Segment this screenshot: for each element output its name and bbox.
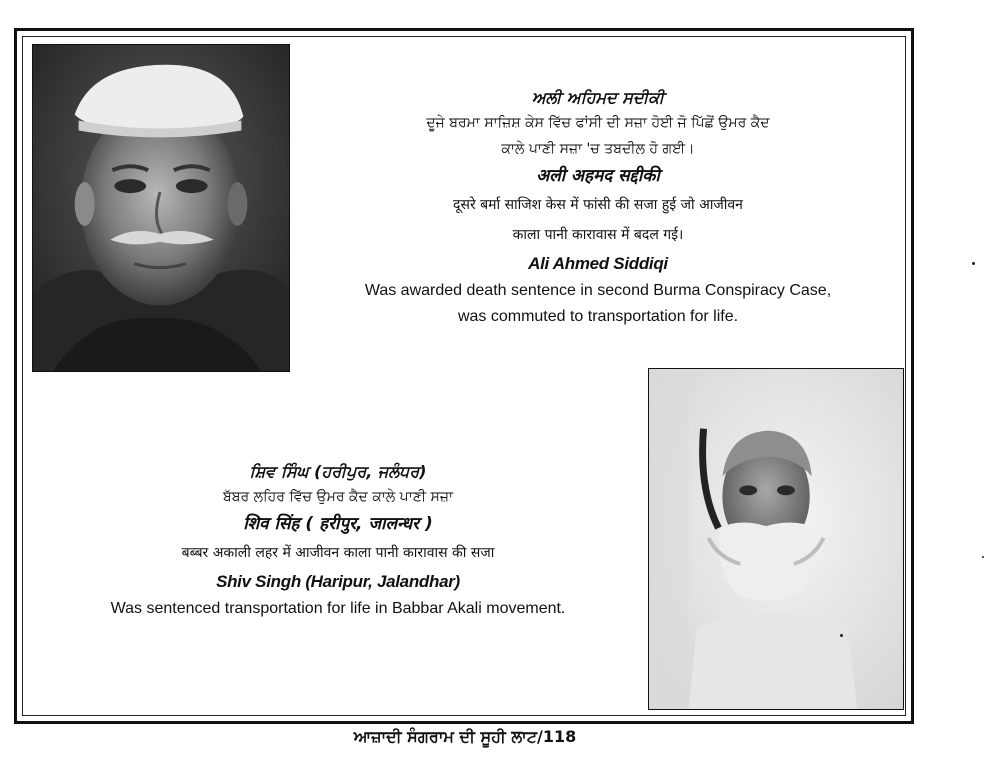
description-english-line: Was awarded death sentence in second Burma Conspiracy Case, [364,282,832,299]
description-english-line: was commuted to transportation for life. [457,308,739,325]
book-title: ਆਜ਼ਾਦੀ ਸੰਗਰਾਮ ਦੀ ਸੂਹੀ ਲਾਟ [353,727,538,746]
description-punjabi-line: ਬੱਬਰ ਲਹਿਰ ਵਿੱਚ ਉਮਰ ਕੈਦ ਕਾਲੇ ਪਾਣੀ ਸਜ਼ਾ [223,489,453,505]
scan-speck [972,262,975,265]
description-hindi-line: दूसरे बर्मा साजिश केस में फांसी की सजा हुई जो आजीवन [453,197,743,213]
footer-separator: / [537,727,543,746]
description-english-line: Was sentenced transportation for life in Babbar Akali movement. [110,600,566,617]
description-hindi-line: काला पानी कारावास में बदल गई। [512,227,684,243]
name-punjabi: ਅਲੀ ਅਹਿਮਦ ਸਦੀਕੀ [531,88,665,107]
name-punjabi: ਸ਼ਿਵ ਸਿੰਘ (ਹਰੀਪੁਰ, ਜਲੰਧਰ) [249,462,427,481]
name-hindi: अली अहमद सद्दीकी [536,166,660,186]
name-english: Ali Ahmed Siddiqi [528,254,668,273]
scan-speck [840,634,843,637]
entry-ali-ahmed-siddiqi [318,86,878,330]
portrait-ali-ahmed-siddiqi [32,44,290,372]
name-hindi: शिव सिंह ( हरीपुर, जालन्धर ) [243,514,433,534]
page-number: 118 [542,727,577,746]
portrait-shiv-singh [648,368,904,710]
description-punjabi-line: ਕਾਲੇ ਪਾਣੀ ਸਜ਼ਾ 'ਚ ਤਬਦੀਲ ਹੋ ਗਈ। [501,141,695,157]
name-english: Shiv Singh (Haripur, Jalandhar) [216,572,460,591]
description-hindi-line: बब्बर अकाली लहर में आजीवन काला पानी कारावास की सजा [181,545,495,561]
page-footer [0,727,930,747]
entry-shiv-singh [60,460,616,622]
description-punjabi-line: ਦੂਜੇ ਬਰਮਾ ਸਾਜ਼ਿਸ਼ ਕੇਸ ਵਿੱਚ ਫਾਂਸੀ ਦੀ ਸਜ਼ਾ ਹੋਈ ਜੋ ਪਿੱਛੋਂ ਉਮਰ ਕੈਦ [426,115,770,131]
scan-speck [982,556,984,558]
